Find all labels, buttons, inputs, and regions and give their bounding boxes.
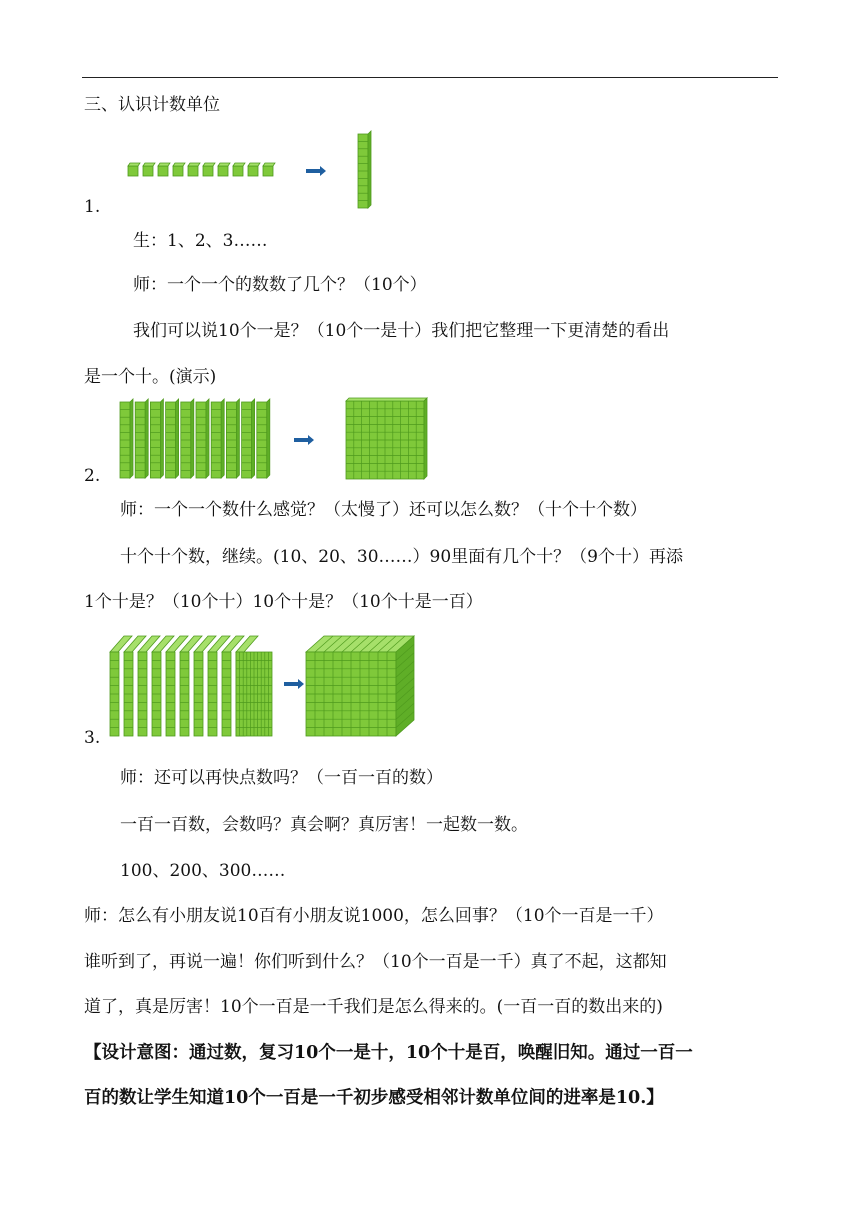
arrow-icon <box>284 679 304 689</box>
arrow-icon <box>294 435 314 445</box>
text-line: 师：一个一个的数数了几个？（10个） <box>133 275 427 295</box>
unit-cube <box>188 166 198 176</box>
unit-cube <box>203 166 213 176</box>
unit-cube <box>128 166 138 176</box>
unit-cube <box>218 166 228 176</box>
text-line: 道了，真是厉害！10个一百是一千我们是怎么得来的。(一百一百的数出来的) <box>84 997 663 1017</box>
unit-cubes-row <box>128 163 275 176</box>
hundred-flat <box>346 398 427 479</box>
figure-3-illustration <box>108 632 428 742</box>
text-line: 十个十个数，继续。(10、20、30……）90里面有几个十？（9个十）再添 <box>120 547 683 567</box>
text-line: 100、200、300…… <box>120 861 286 881</box>
text-line: 师：一个一个数什么感觉？（太慢了）还可以怎么数？（十个十个数） <box>120 500 647 520</box>
text-line: 我们可以说10个一是？（10个一是十）我们把它整理一下更清楚的看出 <box>133 321 670 341</box>
unit-cube <box>263 166 273 176</box>
design-intent-line: 百的数让学生知道10个一百是一千初步感受相邻计数单位间的进率是10.】 <box>84 1088 664 1108</box>
figure-2-illustration <box>116 398 436 482</box>
unit-cube <box>158 166 168 176</box>
section-title: 三、认识计数单位 <box>84 95 220 115</box>
ten-rods-group <box>120 399 270 478</box>
text-line: 师：还可以再快点数吗？（一百一百的数） <box>120 768 443 788</box>
unit-cube <box>248 166 258 176</box>
unit-cube <box>143 166 153 176</box>
thousand-cube <box>306 636 414 736</box>
figure-3-number: 3. <box>84 728 101 748</box>
text-line: 1个十是？（10个十）10个十是？（10个十是一百） <box>84 592 483 612</box>
hundred-flats-stack <box>110 636 272 736</box>
header-rule <box>82 77 778 78</box>
figure-2-number: 2. <box>84 466 101 486</box>
design-intent-line: 【设计意图：通过数，复习10个一是十，10个十是百，唤醒旧知。通过一百一 <box>84 1043 693 1063</box>
text-line: 一百一百数，会数吗？真会啊？真厉害！一起数一数。 <box>120 815 528 835</box>
arrow-icon <box>306 166 326 176</box>
ten-rod <box>358 131 371 208</box>
figure-1-number: 1. <box>84 197 101 217</box>
figure-1-illustration <box>120 128 380 216</box>
unit-cube <box>233 166 243 176</box>
unit-cube <box>173 166 183 176</box>
text-line: 生：1、2、3…… <box>133 231 268 251</box>
text-line: 师：怎么有小朋友说10百有小朋友说1000，怎么回事？（10个一百是一千） <box>84 906 664 926</box>
text-line: 谁听到了，再说一遍！你们听到什么？（10个一百是一千）真了不起，这都知 <box>84 952 667 972</box>
text-line: 是一个十。(演示) <box>84 367 217 387</box>
